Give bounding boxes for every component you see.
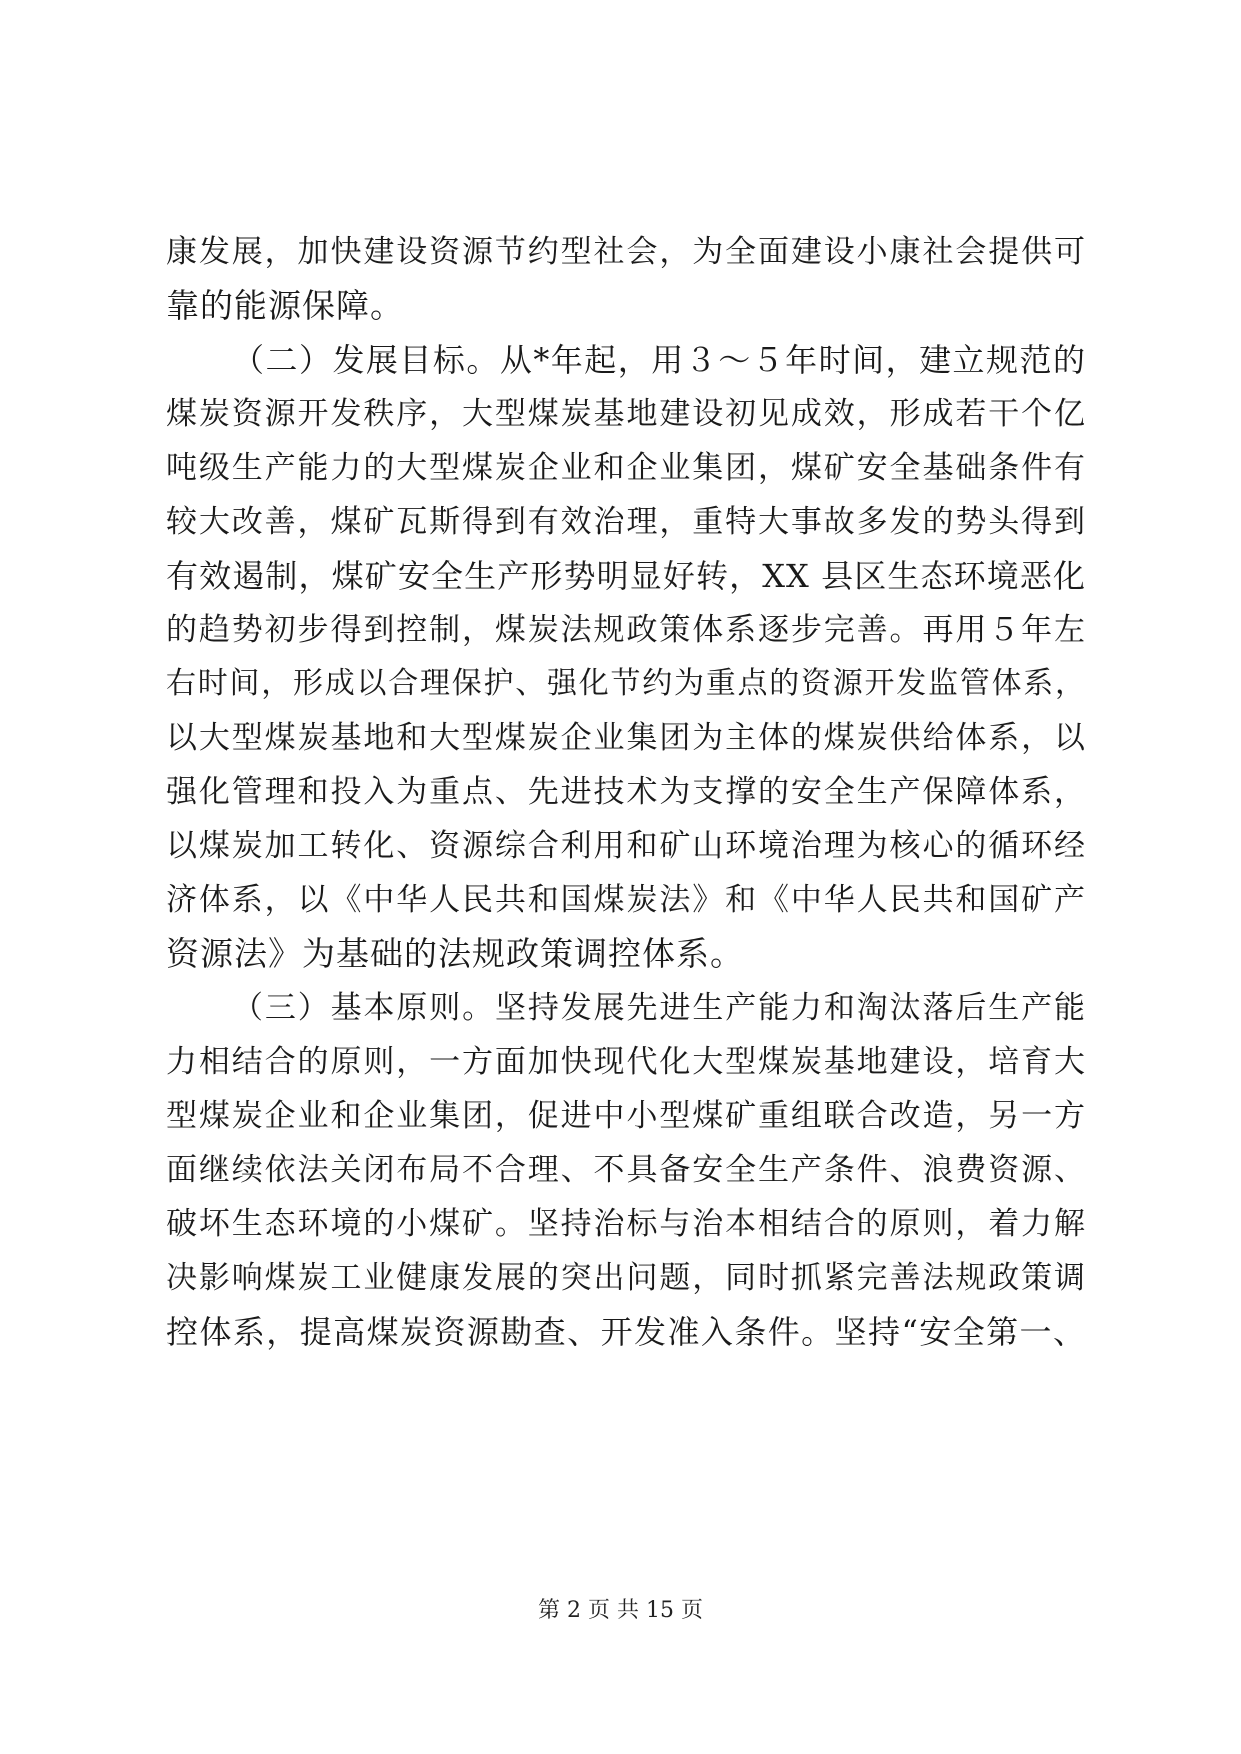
page-number-footer: 第 2 页 共 15 页 [538, 1598, 703, 1623]
text-line: 较大改善，煤矿瓦斯得到有效治理，重特大事故多发的势头得到 [166, 504, 1086, 540]
text-line: 型煤炭企业和企业集团，促进中小型煤矿重组联合改造，另一方 [166, 1098, 1086, 1134]
text-line: 济体系，以《中华人民共和国煤炭法》和《中华人民共和国矿产 [166, 882, 1086, 918]
paragraph-first-line: （二）发展目标。从*年起，用３～５年时间，建立规范的 [232, 341, 1086, 379]
text-line: 以大型煤炭基地和大型煤炭企业集团为主体的煤炭供给体系，以 [166, 720, 1086, 756]
text-line: 吨级生产能力的大型煤炭企业和企业集团，煤矿安全基础条件有 [166, 450, 1086, 486]
text-line: 靠的能源保障。 [166, 286, 404, 325]
text-line: 的趋势初步得到控制，煤炭法规政策体系逐步完善。再用５年左 [166, 612, 1086, 648]
text-line: 以煤炭加工转化、资源综合利用和矿山环境治理为核心的循环经 [166, 828, 1086, 864]
text-line: 资源法》为基础的法规政策调控体系。 [166, 934, 744, 973]
text-line: 面继续依法关闭布局不合理、不具备安全生产条件、浪费资源、 [166, 1152, 1086, 1188]
text-line: 力相结合的原则，一方面加快现代化大型煤炭基地建设，培育大 [166, 1044, 1086, 1080]
text-line: 煤炭资源开发秩序，大型煤炭基地建设初见成效，形成若干个亿 [166, 396, 1086, 432]
body-text [166, 225, 1086, 1359]
text-line: 控体系，提高煤炭资源勘查、开发准入条件。坚持“安全第一、 [166, 1313, 1086, 1351]
text-line: 康发展，加快建设资源节约型社会，为全面建设小康社会提供可 [166, 234, 1086, 270]
text-line: 有效遏制，煤矿安全生产形势明显好转，XX 县区生态环境恶化 [166, 557, 1086, 595]
text-line: 破坏生态环境的小煤矿。坚持治标与治本相结合的原则，着力解 [166, 1206, 1086, 1242]
text-line: 右时间，形成以合理保护、强化节约为重点的资源开发监管体系， [166, 666, 1086, 701]
text-line: 决影响煤炭工业健康发展的突出问题，同时抓紧完善法规政策调 [166, 1260, 1086, 1296]
paragraph-first-line: （三）基本原则。坚持发展先进生产能力和淘汰落后生产能 [232, 990, 1086, 1026]
text-line: 强化管理和投入为重点、先进技术为支撑的安全生产保障体系， [166, 774, 1086, 810]
